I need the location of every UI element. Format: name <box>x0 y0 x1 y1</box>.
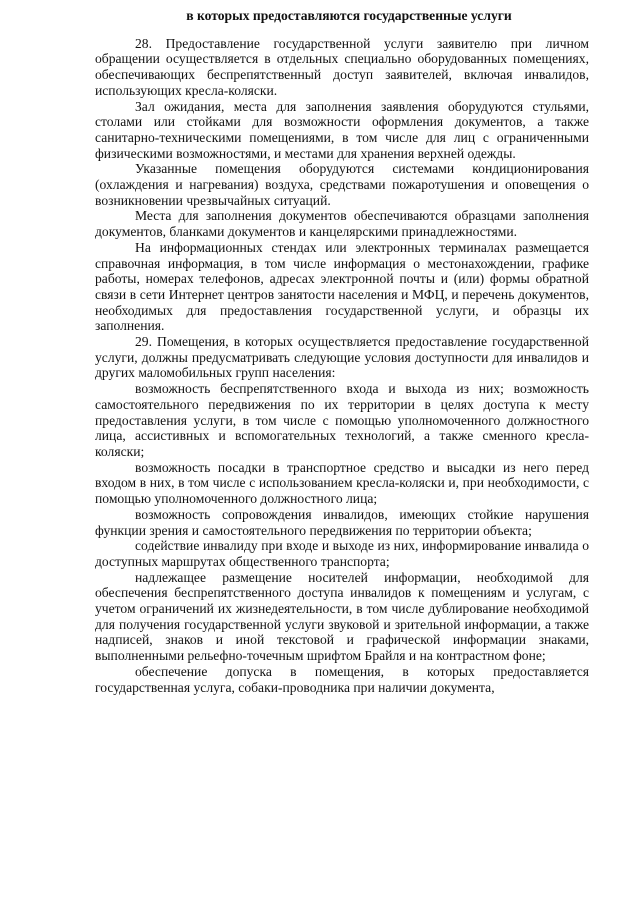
paragraph-information-placement: надлежащее размещение носителей информации, необходимой для обеспечения беспрепятственного доступа инвалидов к помещениям и услугам, с учетом ограничений их жизнедеятельности, в том числе дублирование необходимой для получения государственной услуги звуковой и зрительной информации, а также надписей, знаков и иной текстовой и графической информации знаками, выполненными рельефно-точечным шрифтом Брайля и на контрастном фоне; <box>95 569 589 664</box>
paragraph-info-stands: На информационных стендах или электронных терминалах размещается справочная информация, в том числе информация о местонахождении, графике работы, номерах телефонов, адресах электронной почты и (или) формы обратной связи в сети Интернет центров занятости населения и МФЦ, и перечень документов, необходимых для предоставления государственной услуги, и образцы их заполнения. <box>95 239 589 334</box>
paragraph-form-samples: Места для заполнения документов обеспечиваются образцами заполнения документов, бланками документов и канцелярскими принадлежностями. <box>95 208 589 240</box>
paragraph-guide-dog: обеспечение допуска в помещения, в которых предоставляется государственная услуга, собаки-проводника при наличии документа, <box>95 663 589 695</box>
paragraph-climate-systems: Указанные помещения оборудуются системами кондиционирования (охлаждения и нагревания) воздуха, средствами пожаротушения и оповещения о возникновении чрезвычайных ситуаций. <box>95 161 589 208</box>
paragraph-29: 29. Помещения, в которых осуществляется предоставление государственной услуги, должны предусматривать следующие условия доступности для инвалидов и других маломобильных групп населения: <box>95 334 589 381</box>
document-page <box>95 8 589 695</box>
paragraph-transport: возможность посадки в транспортное средство и высадки из него перед входом в них, в том числе с использованием кресла-коляски и, при необходимости, с помощью уполномоченного должностного лица; <box>95 459 589 507</box>
section-heading: в которых предоставляются государственные услуги <box>186 8 512 23</box>
paragraph-assistance: содействие инвалиду при входе и выходе из них, информирование инвалида о доступных маршрутах общественного транспорта; <box>95 538 589 569</box>
paragraph-28: 28. Предоставление государственной услуги заявителю при личном обращении осуществляется в отдельных специально оборудованных помещениях, обеспечивающих беспрепятственный доступ заявителей, включая инвалидов, использующих кресла-коляски. <box>95 35 589 98</box>
paragraph-waiting-hall: Зал ожидания, места для заполнения заявления оборудуются стульями, столами или стойками для возможности оформления документов, а также санитарно-техническими помещениями, в том числе для лиц с ограниченными физическими возможностями, и местами для хранения верхней одежды. <box>95 98 589 161</box>
paragraph-escort: возможность сопровождения инвалидов, имеющих стойкие нарушения функции зрения и самостоятельного передвижения по территории объекта; <box>95 506 589 538</box>
paragraph-free-access: возможность беспрепятственного входа и выхода из них; возможность самостоятельного передвижения по их территории в целях доступа к месту предоставления услуги, в том числе с помощью уполномоченного должностного лица, ассистивных и вспомогательных технологий, а также сменного кресла-коляски; <box>95 381 589 459</box>
